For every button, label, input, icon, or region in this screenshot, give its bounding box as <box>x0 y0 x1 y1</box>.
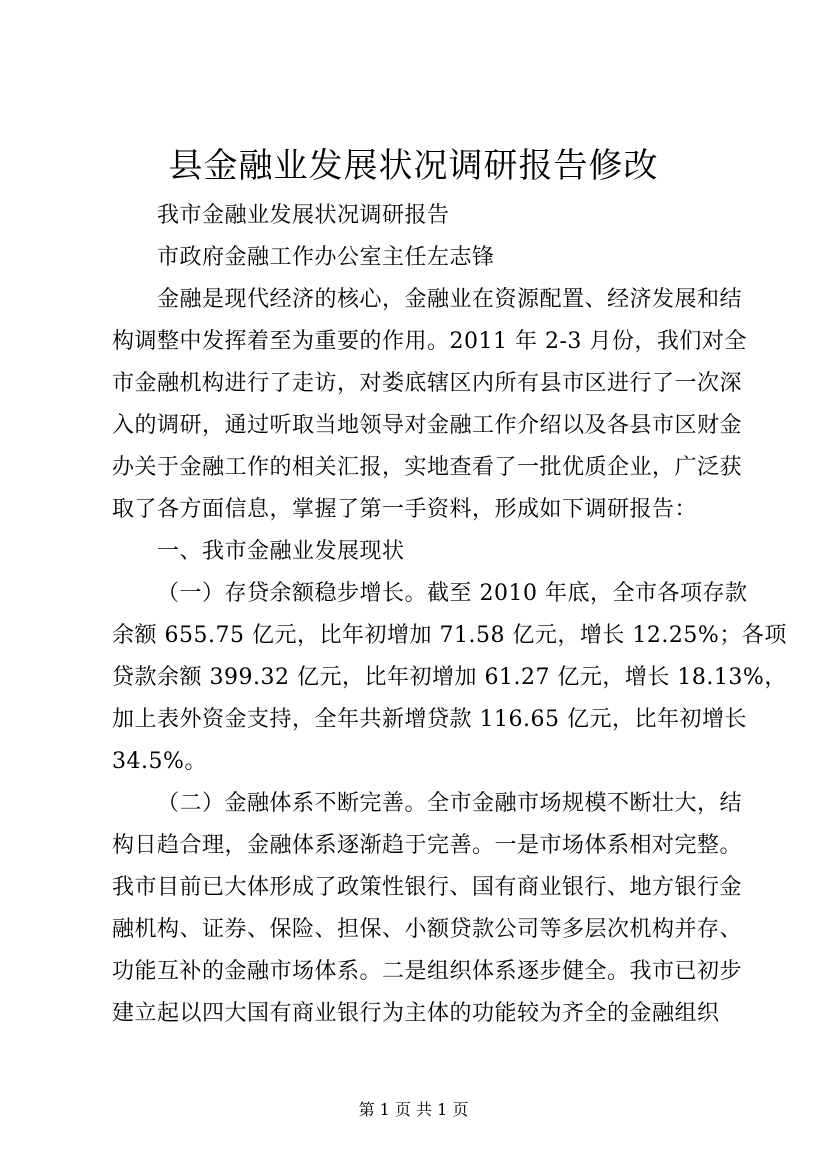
document-title: 县金融业发展状况调研报告修改 <box>168 146 659 186</box>
body-line: 取了各方面信息，掌握了第一手资料，形成如下调研报告： <box>112 497 698 522</box>
body-line: 入的调研，通过听取当地领导对金融工作介绍以及各县市区财金 <box>112 413 743 438</box>
body-line: 贷款余额 399.32 亿元，比年初增加 61.27 亿元，增长 18.13%， <box>112 665 787 690</box>
body-line: 我市目前已大体形成了政策性银行、国有商业银行、地方银行金 <box>112 875 743 900</box>
body-line: 构日趋合理，金融体系逐渐趋于完善。一是市场体系相对完整。 <box>112 833 743 858</box>
body-line: 建立起以四大国有商业银行为主体的功能较为齐全的金融组织 <box>112 1001 720 1026</box>
body-line: 余额 655.75 亿元，比年初增加 71.58 亿元，增长 12.25%；各项 <box>112 623 787 648</box>
body-line: 市政府金融工作办公室主任左志锋 <box>157 245 495 270</box>
body-line: 加上表外资金支持，全年共新增贷款 116.65 亿元，比年初增长 <box>112 707 747 732</box>
body-line: 办关于金融工作的相关汇报，实地查看了一批优质企业，广泛获 <box>112 455 743 480</box>
page-footer: 第 1 页 共 1 页 <box>358 1100 469 1119</box>
section-heading: 一、我市金融业发展现状 <box>157 539 405 564</box>
body-line: 融机构、证券、保险、担保、小额贷款公司等多层次机构并存、 <box>112 917 743 942</box>
body-line: （二）金融体系不断完善。全市金融市场规模不断壮大，结 <box>157 791 743 816</box>
body-line: 功能互补的金融市场体系。二是组织体系逐步健全。我市已初步 <box>112 959 743 984</box>
body-line: 34.5%。 <box>112 749 207 774</box>
body-line: 市金融机构进行了走访，对娄底辖区内所有县市区进行了一次深 <box>112 371 743 396</box>
body-line: 我市金融业发展状况调研报告 <box>157 203 450 228</box>
body-line: （一）存贷余额稳步增长。截至 2010 年底，全市各项存款 <box>157 581 748 606</box>
body-line: 构调整中发挥着至为重要的作用。2011 年 2-3 月份，我们对全 <box>112 329 747 354</box>
body-line: 金融是现代经济的核心，金融业在资源配置、经济发展和结 <box>157 287 743 312</box>
